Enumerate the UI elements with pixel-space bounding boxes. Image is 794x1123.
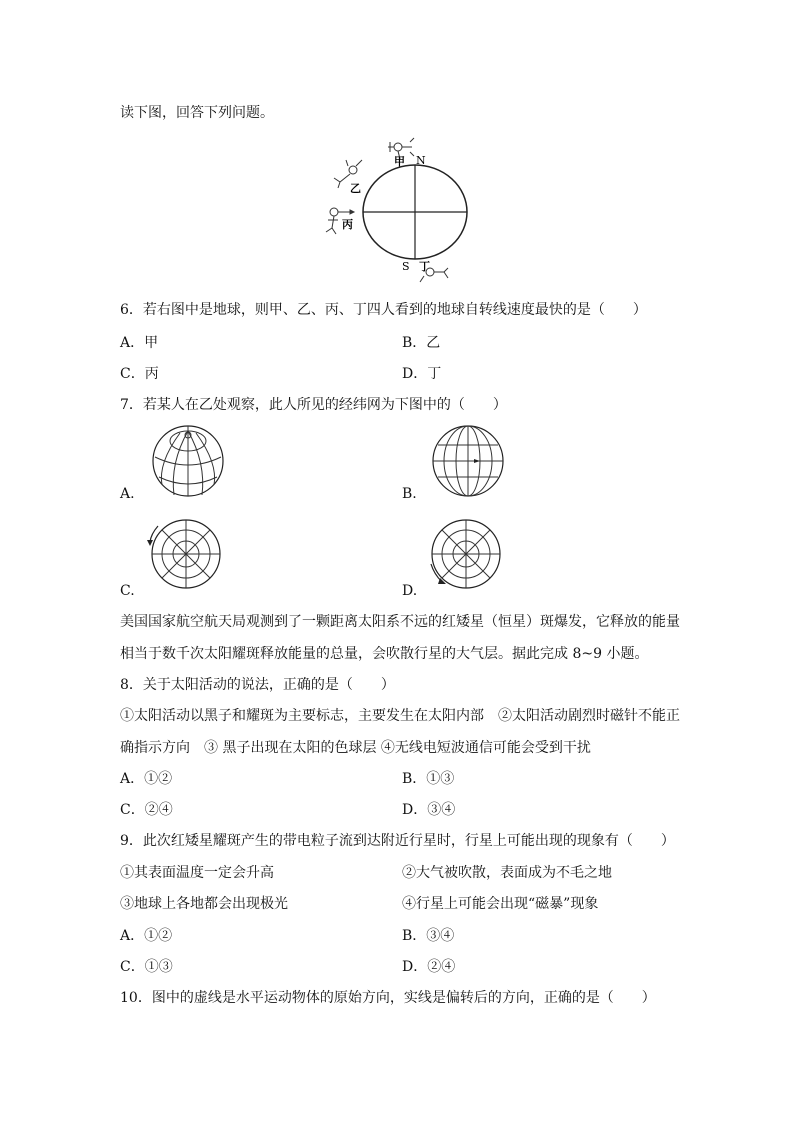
graticule-a-figure [150,423,226,499]
q9-option-c[interactable]: C．①③ [120,959,173,975]
graticule-c-figure [144,512,224,592]
q7-option-d[interactable]: D. [402,583,418,599]
earth-observers-figure [320,132,480,287]
label-north: N [416,154,426,167]
label-bing: 丙 [342,218,353,231]
q6-option-b[interactable]: B．乙 [402,335,441,351]
passage-line-1: 美国国家航空航天局观测到了一颗距离太阳系不远的红矮星（恒星）斑爆发，它释放的能量 [120,614,680,630]
q8-stem: 8．关于太阳活动的说法，正确的是（ ） [120,677,395,693]
q9-stem: 9．此次红矮星耀斑产生的带电粒子流到达附近行星时，行星上可能出现的现象有（ ） [120,833,675,849]
q9-option-d[interactable]: D．②④ [402,959,456,975]
q9-statement-4: ④行星上可能会出现“磁暴”现象 [402,896,599,912]
q7-option-b[interactable]: B. [402,486,417,502]
q7-option-a[interactable]: A. [120,486,135,502]
label-ding: 丁 [419,260,430,273]
q9-option-b[interactable]: B．③④ [402,928,455,944]
q9-statement-1: ①其表面温度一定会升高 [120,865,274,881]
q6-option-c[interactable]: C．丙 [120,366,159,382]
label-south: S [402,260,410,273]
q9-statement-3: ③地球上各地都会出现极光 [120,896,288,912]
q8-option-c[interactable]: C．②④ [120,802,173,818]
label-jia: 甲 [394,155,405,168]
q9-option-a[interactable]: A．①② [120,928,173,944]
label-yi: 乙 [350,182,361,195]
q9-statement-2: ②大气被吹散，表面成为不毛之地 [402,865,612,881]
q6-option-d[interactable]: D．丁 [402,366,442,382]
intro-text: 读下图，回答下列问题。 [120,105,274,121]
graticule-d-figure [424,512,504,592]
q7-stem: 7．若某人在乙处观察，此人所见的经纬网为下图中的（ ） [120,397,507,413]
q8-option-d[interactable]: D．③④ [402,802,456,818]
passage-line-2: 相当于数千次太阳耀斑释放能量的总量，会吹散行星的大气层。据此完成 8~9 小题。 [120,646,649,662]
q7-option-c[interactable]: C. [120,583,135,599]
q6-option-a[interactable]: A．甲 [120,335,159,351]
graticule-b-figure [430,423,506,499]
q8-statement-line-1: ①太阳活动以黑子和耀斑为主要标志，主要发生在太阳内部 ②太阳活动剧烈时磁针不能正 [120,708,680,724]
q8-option-b[interactable]: B．①③ [402,771,455,787]
q8-option-a[interactable]: A．①② [120,771,173,787]
q10-stem: 10．图中的虚线是水平运动物体的原始方向，实线是偏转后的方向，正确的是（ ） [120,990,656,1006]
q8-statement-line-2: 确指示方向 ③ 黑子出现在太阳的色球层 ④无线电短波通信可能会受到干扰 [120,740,591,756]
q6-stem: 6．若右图中是地球，则甲、乙、丙、丁四人看到的地球自转线速度最快的是（ ） [120,302,647,318]
